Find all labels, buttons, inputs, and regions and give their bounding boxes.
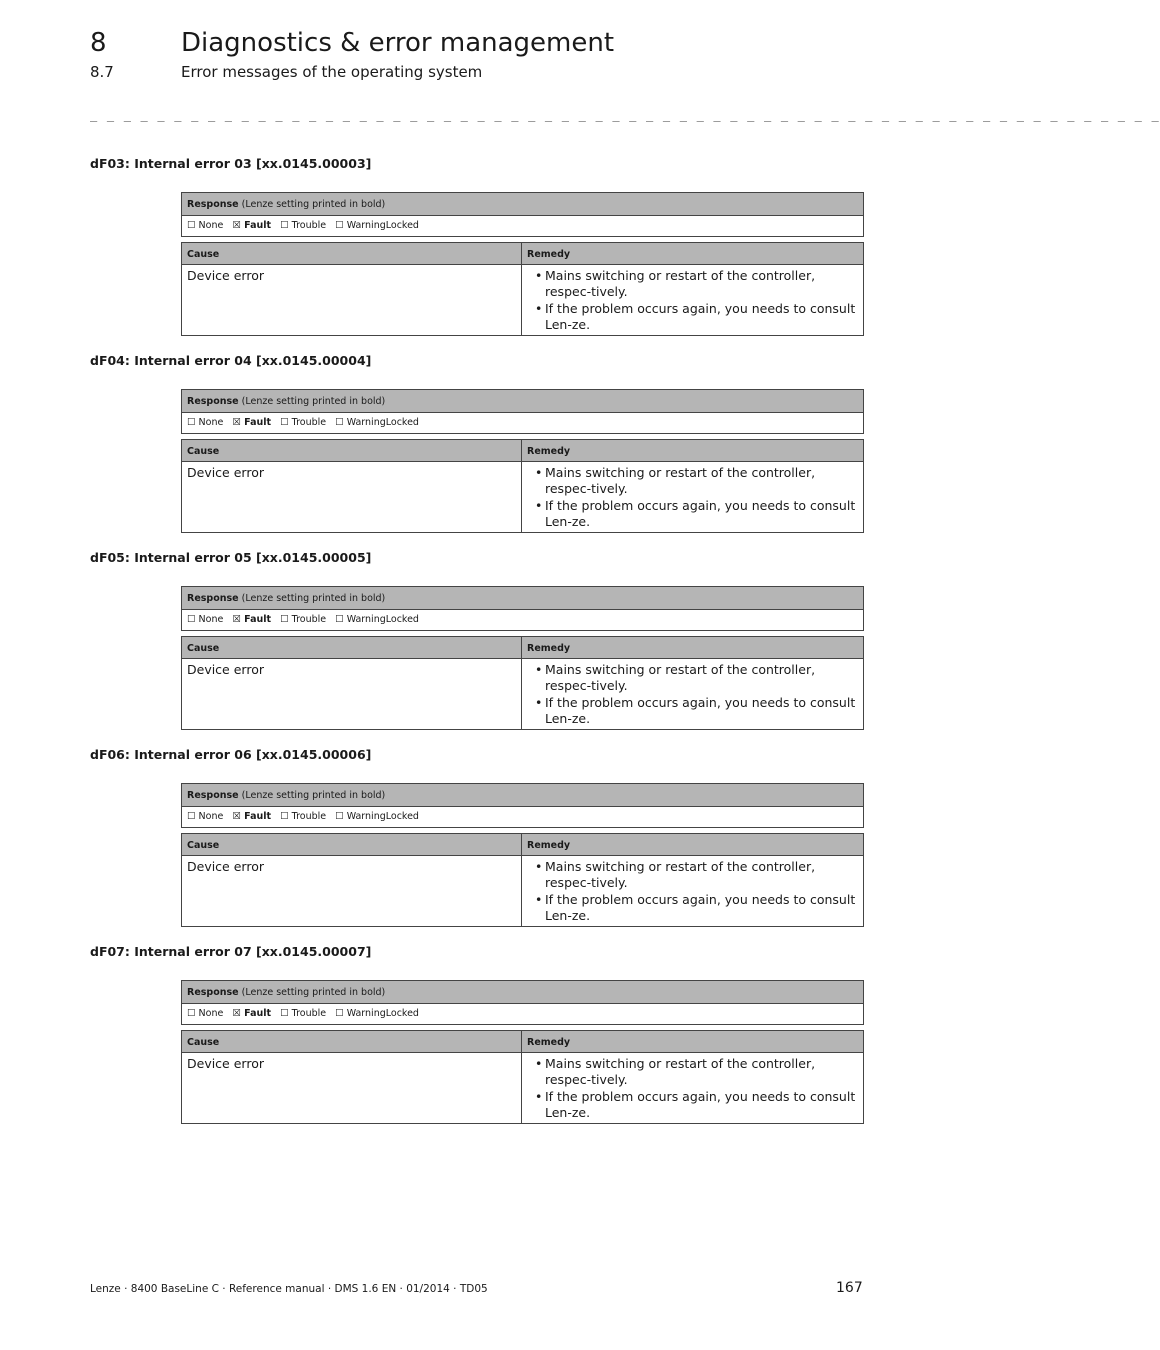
response-header	[182, 193, 863, 216]
response-note: (Lenze setting printed in bold)	[241, 987, 386, 998]
response-options	[182, 1004, 863, 1024]
option-fault: ☒ Fault	[232, 220, 272, 231]
response-header	[182, 587, 863, 610]
error-heading: dF06: Internal error 06 [xx.0145.00006]	[90, 747, 372, 762]
remedy-header: Remedy	[522, 243, 863, 265]
remedy-item: • Mains switching or restart of the controller, respec-tively.	[535, 268, 858, 300]
error-block	[181, 586, 864, 730]
chapter-number: 8	[90, 28, 107, 58]
section-title: Error messages of the operating system	[181, 63, 483, 81]
remedy-header: Remedy	[522, 1031, 863, 1053]
cause-header: Cause	[182, 243, 522, 265]
response-label: Response	[187, 199, 239, 210]
remedy-cell	[522, 462, 863, 532]
option-none: ☐ None	[187, 1008, 224, 1019]
response-table	[181, 192, 864, 237]
option-none: ☐ None	[187, 811, 224, 822]
option-fault: ☒ Fault	[232, 811, 272, 822]
cause-cell: Device error	[182, 659, 522, 729]
response-options	[182, 413, 863, 433]
remedy-cell	[522, 659, 863, 729]
response-table	[181, 389, 864, 434]
remedy-item: • If the problem occurs again, you needs to consult Len-ze.	[535, 1089, 858, 1121]
cause-header: Cause	[182, 440, 522, 462]
remedy-item: • If the problem occurs again, you needs to consult Len-ze.	[535, 892, 858, 924]
cause-header: Cause	[182, 637, 522, 659]
remedy-item: • If the problem occurs again, you needs to consult Len-ze.	[535, 498, 858, 530]
option-fault: ☒ Fault	[232, 614, 272, 625]
cause-remedy-table	[181, 833, 864, 927]
option-fault: ☒ Fault	[232, 417, 272, 428]
remedy-item: • Mains switching or restart of the controller, respec-tively.	[535, 1056, 858, 1088]
response-note: (Lenze setting printed in bold)	[241, 593, 386, 604]
option-warning-locked: ☐ WarningLocked	[335, 811, 419, 822]
header-separator: _ _ _ _ _ _ _ _ _ _ _ _ _ _ _ _ _ _ _ _ _ _ _ _ _ _ _ _ _ _ _ _ _ _ _ _ _ _ _ _ _ _ _ _ _ _ _ _ _ _ _ _ _ _ _ _ _ _ _ _ _ _ _ _	[90, 108, 1160, 122]
cause-remedy-table	[181, 636, 864, 730]
cause-remedy-table	[181, 1030, 864, 1124]
page-number: 167	[836, 1280, 863, 1296]
cause-remedy-table	[181, 242, 864, 336]
option-warning-locked: ☐ WarningLocked	[335, 614, 419, 625]
response-options	[182, 610, 863, 630]
response-label: Response	[187, 790, 239, 801]
option-warning-locked: ☐ WarningLocked	[335, 417, 419, 428]
option-none: ☐ None	[187, 614, 224, 625]
remedy-item: • Mains switching or restart of the controller, respec-tively.	[535, 662, 858, 694]
option-none: ☐ None	[187, 220, 224, 231]
cause-cell: Device error	[182, 1053, 522, 1123]
response-note: (Lenze setting printed in bold)	[241, 396, 386, 407]
error-heading: dF05: Internal error 05 [xx.0145.00005]	[90, 550, 372, 565]
response-options	[182, 807, 863, 827]
response-header	[182, 390, 863, 413]
cause-cell: Device error	[182, 856, 522, 926]
option-trouble: ☐ Trouble	[280, 1008, 327, 1019]
option-trouble: ☐ Trouble	[280, 417, 327, 428]
cause-cell: Device error	[182, 462, 522, 532]
remedy-item: • If the problem occurs again, you needs to consult Len-ze.	[535, 301, 858, 333]
response-table	[181, 586, 864, 631]
footer-text: Lenze · 8400 BaseLine C · Reference manual · DMS 1.6 EN · 01/2014 · TD05	[90, 1283, 488, 1295]
remedy-header: Remedy	[522, 637, 863, 659]
option-trouble: ☐ Trouble	[280, 220, 327, 231]
remedy-item: • Mains switching or restart of the controller, respec-tively.	[535, 465, 858, 497]
remedy-header: Remedy	[522, 440, 863, 462]
cause-remedy-table	[181, 439, 864, 533]
cause-header: Cause	[182, 1031, 522, 1053]
option-warning-locked: ☐ WarningLocked	[335, 220, 419, 231]
remedy-item: • If the problem occurs again, you needs to consult Len-ze.	[535, 695, 858, 727]
cause-cell: Device error	[182, 265, 522, 335]
error-block	[181, 389, 864, 533]
cause-header: Cause	[182, 834, 522, 856]
section-number: 8.7	[90, 63, 114, 81]
response-label: Response	[187, 396, 239, 407]
response-table	[181, 783, 864, 828]
error-block	[181, 783, 864, 927]
option-warning-locked: ☐ WarningLocked	[335, 1008, 419, 1019]
remedy-cell	[522, 1053, 863, 1123]
remedy-header: Remedy	[522, 834, 863, 856]
option-trouble: ☐ Trouble	[280, 811, 327, 822]
response-header	[182, 981, 863, 1004]
response-note: (Lenze setting printed in bold)	[241, 199, 386, 210]
response-options	[182, 216, 863, 236]
response-note: (Lenze setting printed in bold)	[241, 790, 386, 801]
response-label: Response	[187, 987, 239, 998]
response-label: Response	[187, 593, 239, 604]
response-table	[181, 980, 864, 1025]
remedy-item: • Mains switching or restart of the controller, respec-tively.	[535, 859, 858, 891]
error-heading: dF04: Internal error 04 [xx.0145.00004]	[90, 353, 372, 368]
remedy-cell	[522, 856, 863, 926]
remedy-cell	[522, 265, 863, 335]
error-block	[181, 980, 864, 1124]
chapter-title: Diagnostics & error management	[181, 28, 615, 58]
option-fault: ☒ Fault	[232, 1008, 272, 1019]
option-none: ☐ None	[187, 417, 224, 428]
option-trouble: ☐ Trouble	[280, 614, 327, 625]
error-heading: dF03: Internal error 03 [xx.0145.00003]	[90, 156, 372, 171]
response-header	[182, 784, 863, 807]
error-block	[181, 192, 864, 336]
error-heading: dF07: Internal error 07 [xx.0145.00007]	[90, 944, 372, 959]
